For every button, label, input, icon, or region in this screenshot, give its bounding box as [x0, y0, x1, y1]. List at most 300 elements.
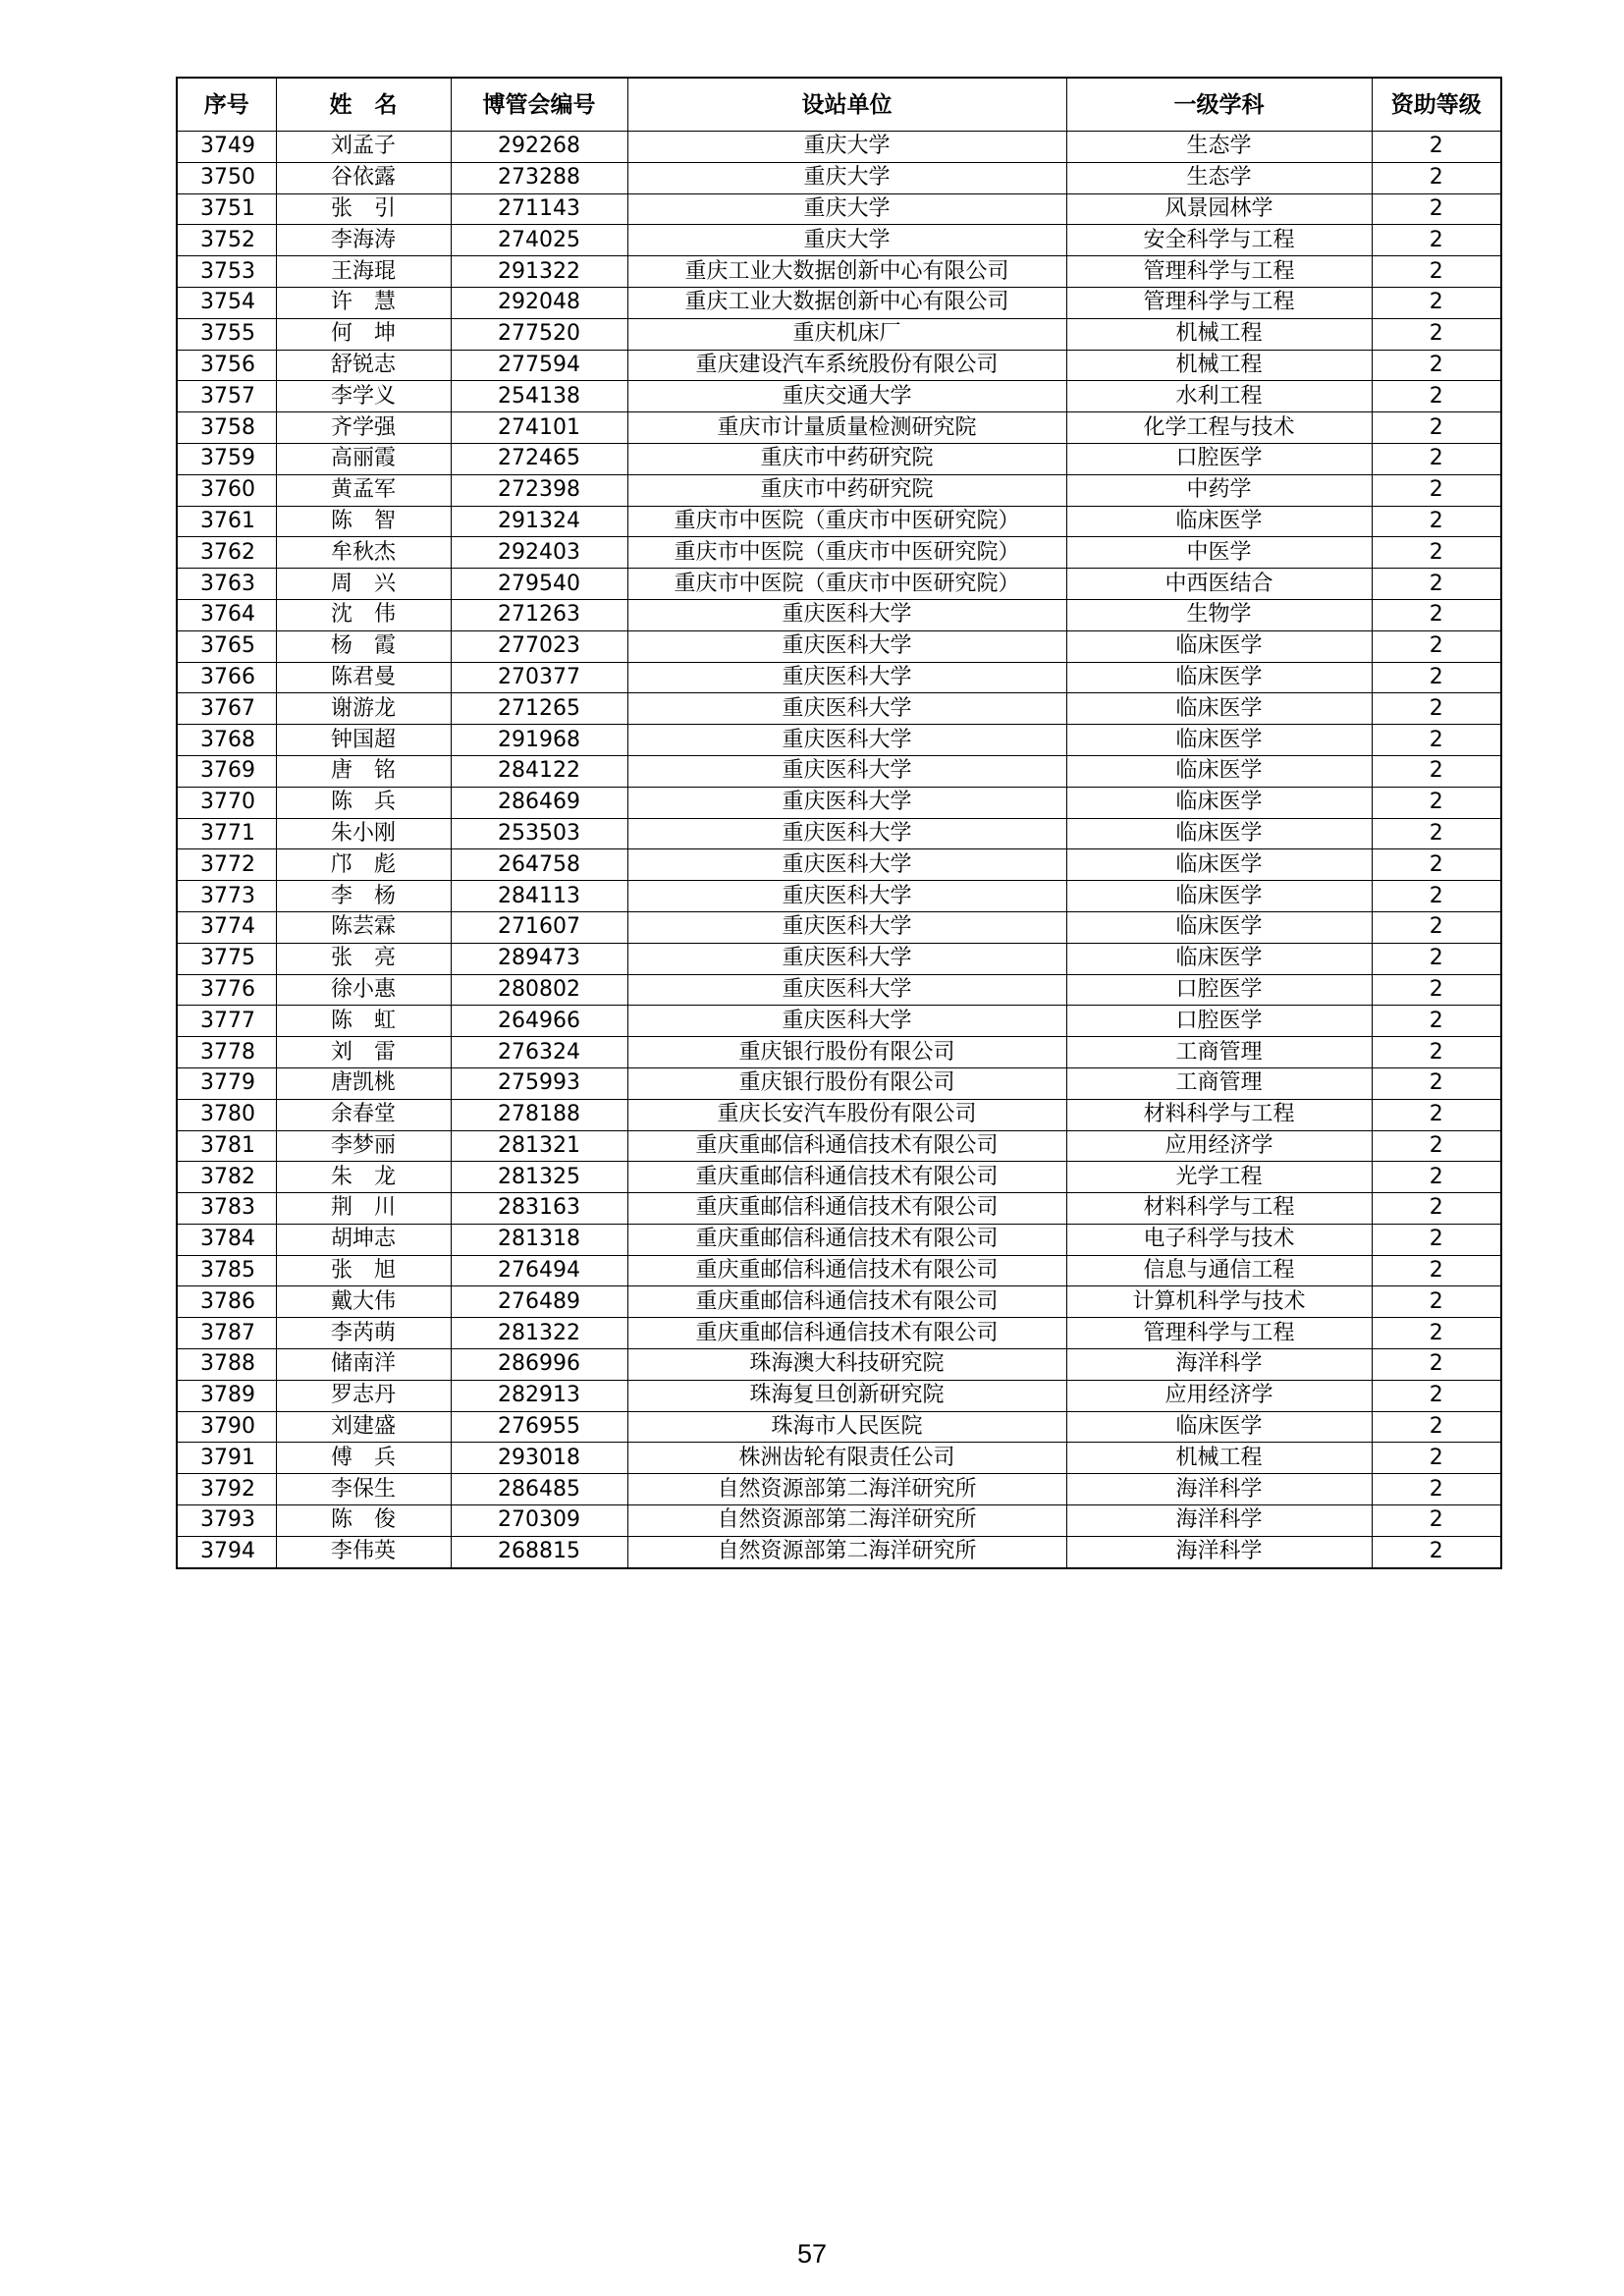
unit-cell: 重庆医科大学 — [627, 755, 1066, 787]
name-cell: 李芮萌 — [276, 1318, 451, 1349]
table-row — [177, 1224, 1501, 1255]
level-cell: 2 — [1372, 162, 1501, 193]
subject-cell: 临床医学 — [1066, 881, 1372, 912]
unit-cell: 重庆市计量质量检测研究院 — [627, 412, 1066, 444]
level-cell: 2 — [1372, 881, 1501, 912]
name-cell: 刘孟子 — [276, 132, 451, 163]
name-cell: 李海涛 — [276, 225, 451, 256]
subject-cell: 材料科学与工程 — [1066, 1099, 1372, 1130]
id-cell: 284122 — [451, 755, 627, 787]
name-cell: 谢游龙 — [276, 693, 451, 725]
table-row — [177, 412, 1501, 444]
id-cell: 271607 — [451, 911, 627, 943]
id-cell: 276324 — [451, 1037, 627, 1068]
table-row — [177, 1130, 1501, 1162]
seq-cell: 3769 — [177, 755, 276, 787]
id-cell: 292048 — [451, 287, 627, 318]
id-cell: 272465 — [451, 443, 627, 474]
seq-cell: 3754 — [177, 287, 276, 318]
id-cell: 277520 — [451, 318, 627, 350]
subject-cell: 临床医学 — [1066, 506, 1372, 537]
subject-cell: 风景园林学 — [1066, 193, 1372, 225]
unit-cell: 重庆大学 — [627, 132, 1066, 163]
name-cell: 李伟英 — [276, 1536, 451, 1567]
unit-cell: 重庆长安汽车股份有限公司 — [627, 1099, 1066, 1130]
id-cell: 280802 — [451, 974, 627, 1006]
table-row — [177, 506, 1501, 537]
table-row — [177, 1349, 1501, 1381]
level-cell: 2 — [1372, 132, 1501, 163]
name-cell: 余春堂 — [276, 1099, 451, 1130]
seq-cell: 3776 — [177, 974, 276, 1006]
seq-cell: 3757 — [177, 381, 276, 412]
id-cell: 292403 — [451, 537, 627, 569]
seq-cell: 3786 — [177, 1286, 276, 1318]
name-cell: 张 引 — [276, 193, 451, 225]
id-cell: 281325 — [451, 1162, 627, 1193]
level-cell: 2 — [1372, 1443, 1501, 1474]
subject-cell: 材料科学与工程 — [1066, 1193, 1372, 1225]
unit-cell: 重庆重邮信科通信技术有限公司 — [627, 1193, 1066, 1225]
name-cell: 杨 霞 — [276, 630, 451, 662]
id-cell: 278188 — [451, 1099, 627, 1130]
subject-cell: 水利工程 — [1066, 381, 1372, 412]
header-id: 博管会编号 — [451, 78, 627, 132]
unit-cell: 重庆医科大学 — [627, 787, 1066, 818]
table-row — [177, 1380, 1501, 1411]
id-cell: 281321 — [451, 1130, 627, 1162]
seq-cell: 3783 — [177, 1193, 276, 1225]
unit-cell: 重庆银行股份有限公司 — [627, 1037, 1066, 1068]
table-row — [177, 943, 1501, 974]
subject-cell: 口腔医学 — [1066, 974, 1372, 1006]
id-cell: 253503 — [451, 818, 627, 849]
name-cell: 陈 虹 — [276, 1006, 451, 1037]
level-cell: 2 — [1372, 569, 1501, 600]
subject-cell: 临床医学 — [1066, 693, 1372, 725]
subject-cell: 临床医学 — [1066, 943, 1372, 974]
name-cell: 刘建盛 — [276, 1411, 451, 1443]
level-cell: 2 — [1372, 725, 1501, 756]
name-cell: 高丽霞 — [276, 443, 451, 474]
level-cell: 2 — [1372, 693, 1501, 725]
table-row — [177, 630, 1501, 662]
unit-cell: 重庆重邮信科通信技术有限公司 — [627, 1224, 1066, 1255]
id-cell: 281322 — [451, 1318, 627, 1349]
table-row — [177, 1162, 1501, 1193]
unit-cell: 重庆市中医院（重庆市中医研究院） — [627, 506, 1066, 537]
seq-cell: 3785 — [177, 1255, 276, 1286]
name-cell: 李梦丽 — [276, 1130, 451, 1162]
name-cell: 钟国超 — [276, 725, 451, 756]
seq-cell: 3792 — [177, 1474, 276, 1505]
unit-cell: 重庆工业大数据创新中心有限公司 — [627, 287, 1066, 318]
seq-cell: 3775 — [177, 943, 276, 974]
unit-cell: 重庆大学 — [627, 193, 1066, 225]
funding-table — [176, 77, 1502, 1569]
seq-cell: 3784 — [177, 1224, 276, 1255]
table-row — [177, 1505, 1501, 1537]
subject-cell: 口腔医学 — [1066, 443, 1372, 474]
table-row — [177, 662, 1501, 693]
unit-cell: 重庆医科大学 — [627, 693, 1066, 725]
table-row — [177, 1037, 1501, 1068]
id-cell: 274025 — [451, 225, 627, 256]
unit-cell: 珠海市人民医院 — [627, 1411, 1066, 1443]
table-row — [177, 881, 1501, 912]
level-cell: 2 — [1372, 1224, 1501, 1255]
seq-cell: 3752 — [177, 225, 276, 256]
id-cell: 272398 — [451, 474, 627, 506]
seq-cell: 3780 — [177, 1099, 276, 1130]
table-row — [177, 1286, 1501, 1318]
seq-cell: 3773 — [177, 881, 276, 912]
subject-cell: 海洋科学 — [1066, 1505, 1372, 1537]
id-cell: 270309 — [451, 1505, 627, 1537]
unit-cell: 重庆建设汽车系统股份有限公司 — [627, 350, 1066, 381]
header-row — [177, 78, 1501, 132]
seq-cell: 3787 — [177, 1318, 276, 1349]
table-row — [177, 787, 1501, 818]
subject-cell: 临床医学 — [1066, 849, 1372, 881]
table-row — [177, 1411, 1501, 1443]
unit-cell: 重庆大学 — [627, 225, 1066, 256]
table-row — [177, 132, 1501, 163]
unit-cell: 重庆医科大学 — [627, 911, 1066, 943]
seq-cell: 3759 — [177, 443, 276, 474]
seq-cell: 3788 — [177, 1349, 276, 1381]
level-cell: 2 — [1372, 1318, 1501, 1349]
subject-cell: 安全科学与工程 — [1066, 225, 1372, 256]
seq-cell: 3762 — [177, 537, 276, 569]
table-row — [177, 162, 1501, 193]
unit-cell: 重庆市中医院（重庆市中医研究院） — [627, 569, 1066, 600]
seq-cell: 3765 — [177, 630, 276, 662]
id-cell: 268815 — [451, 1536, 627, 1567]
level-cell: 2 — [1372, 1162, 1501, 1193]
seq-cell: 3782 — [177, 1162, 276, 1193]
name-cell: 邝 彪 — [276, 849, 451, 881]
unit-cell: 重庆机床厂 — [627, 318, 1066, 350]
seq-cell: 3771 — [177, 818, 276, 849]
subject-cell: 生态学 — [1066, 132, 1372, 163]
id-cell: 291968 — [451, 725, 627, 756]
id-cell: 291322 — [451, 256, 627, 288]
id-cell: 270377 — [451, 662, 627, 693]
id-cell: 292268 — [451, 132, 627, 163]
id-cell: 276489 — [451, 1286, 627, 1318]
unit-cell: 重庆大学 — [627, 162, 1066, 193]
table-row — [177, 569, 1501, 600]
level-cell: 2 — [1372, 1067, 1501, 1099]
name-cell: 舒锐志 — [276, 350, 451, 381]
id-cell: 254138 — [451, 381, 627, 412]
unit-cell: 重庆市中医院（重庆市中医研究院） — [627, 537, 1066, 569]
id-cell: 282913 — [451, 1380, 627, 1411]
name-cell: 齐学强 — [276, 412, 451, 444]
seq-cell: 3772 — [177, 849, 276, 881]
unit-cell: 重庆医科大学 — [627, 974, 1066, 1006]
table-row — [177, 1318, 1501, 1349]
seq-cell: 3755 — [177, 318, 276, 350]
name-cell: 张 亮 — [276, 943, 451, 974]
seq-cell: 3768 — [177, 725, 276, 756]
table-row — [177, 1536, 1501, 1567]
level-cell: 2 — [1372, 1130, 1501, 1162]
subject-cell: 中西医结合 — [1066, 569, 1372, 600]
level-cell: 2 — [1372, 662, 1501, 693]
name-cell: 陈芸霖 — [276, 911, 451, 943]
subject-cell: 临床医学 — [1066, 818, 1372, 849]
name-cell: 陈 俊 — [276, 1505, 451, 1537]
seq-cell: 3778 — [177, 1037, 276, 1068]
unit-cell: 重庆医科大学 — [627, 725, 1066, 756]
subject-cell: 管理科学与工程 — [1066, 287, 1372, 318]
name-cell: 牟秋杰 — [276, 537, 451, 569]
subject-cell: 机械工程 — [1066, 1443, 1372, 1474]
unit-cell: 重庆医科大学 — [627, 662, 1066, 693]
level-cell: 2 — [1372, 506, 1501, 537]
unit-cell: 株洲齿轮有限责任公司 — [627, 1443, 1066, 1474]
subject-cell: 工商管理 — [1066, 1037, 1372, 1068]
subject-cell: 海洋科学 — [1066, 1349, 1372, 1381]
table-row — [177, 350, 1501, 381]
table-row — [177, 1193, 1501, 1225]
unit-cell: 重庆市中药研究院 — [627, 443, 1066, 474]
level-cell: 2 — [1372, 911, 1501, 943]
name-cell: 何 坤 — [276, 318, 451, 350]
name-cell: 罗志丹 — [276, 1380, 451, 1411]
seq-cell: 3793 — [177, 1505, 276, 1537]
table-row — [177, 693, 1501, 725]
unit-cell: 重庆医科大学 — [627, 881, 1066, 912]
table-row — [177, 849, 1501, 881]
subject-cell: 临床医学 — [1066, 662, 1372, 693]
seq-cell: 3779 — [177, 1067, 276, 1099]
level-cell: 2 — [1372, 1474, 1501, 1505]
table-row — [177, 1099, 1501, 1130]
level-cell: 2 — [1372, 1006, 1501, 1037]
id-cell: 264966 — [451, 1006, 627, 1037]
level-cell: 2 — [1372, 287, 1501, 318]
id-cell: 289473 — [451, 943, 627, 974]
unit-cell: 自然资源部第二海洋研究所 — [627, 1505, 1066, 1537]
unit-cell: 自然资源部第二海洋研究所 — [627, 1474, 1066, 1505]
seq-cell: 3789 — [177, 1380, 276, 1411]
name-cell: 陈君曼 — [276, 662, 451, 693]
seq-cell: 3751 — [177, 193, 276, 225]
name-cell: 陈 兵 — [276, 787, 451, 818]
level-cell: 2 — [1372, 1505, 1501, 1537]
seq-cell: 3777 — [177, 1006, 276, 1037]
unit-cell: 重庆医科大学 — [627, 1006, 1066, 1037]
level-cell: 2 — [1372, 318, 1501, 350]
subject-cell: 光学工程 — [1066, 1162, 1372, 1193]
table-row — [177, 974, 1501, 1006]
name-cell: 周 兴 — [276, 569, 451, 600]
name-cell: 唐凯桃 — [276, 1067, 451, 1099]
subject-cell: 中医学 — [1066, 537, 1372, 569]
unit-cell: 重庆重邮信科通信技术有限公司 — [627, 1162, 1066, 1193]
level-cell: 2 — [1372, 818, 1501, 849]
subject-cell: 管理科学与工程 — [1066, 256, 1372, 288]
level-cell: 2 — [1372, 225, 1501, 256]
id-cell: 283163 — [451, 1193, 627, 1225]
level-cell: 2 — [1372, 1255, 1501, 1286]
id-cell: 286485 — [451, 1474, 627, 1505]
id-cell: 277594 — [451, 350, 627, 381]
subject-cell: 海洋科学 — [1066, 1474, 1372, 1505]
seq-cell: 3750 — [177, 162, 276, 193]
seq-cell: 3790 — [177, 1411, 276, 1443]
table-row — [177, 381, 1501, 412]
table-body — [177, 132, 1501, 1568]
unit-cell: 重庆重邮信科通信技术有限公司 — [627, 1255, 1066, 1286]
subject-cell: 化学工程与技术 — [1066, 412, 1372, 444]
level-cell: 2 — [1372, 1349, 1501, 1381]
unit-cell: 重庆医科大学 — [627, 599, 1066, 630]
subject-cell: 口腔医学 — [1066, 1006, 1372, 1037]
id-cell: 271143 — [451, 193, 627, 225]
subject-cell: 临床医学 — [1066, 630, 1372, 662]
table-row — [177, 755, 1501, 787]
subject-cell: 临床医学 — [1066, 911, 1372, 943]
id-cell: 277023 — [451, 630, 627, 662]
name-cell: 胡坤志 — [276, 1224, 451, 1255]
id-cell: 271263 — [451, 599, 627, 630]
unit-cell: 重庆市中药研究院 — [627, 474, 1066, 506]
subject-cell: 临床医学 — [1066, 1411, 1372, 1443]
level-cell: 2 — [1372, 943, 1501, 974]
name-cell: 沈 伟 — [276, 599, 451, 630]
name-cell: 许 慧 — [276, 287, 451, 318]
id-cell: 271265 — [451, 693, 627, 725]
id-cell: 274101 — [451, 412, 627, 444]
subject-cell: 海洋科学 — [1066, 1536, 1372, 1567]
level-cell: 2 — [1372, 474, 1501, 506]
name-cell: 陈 智 — [276, 506, 451, 537]
seq-cell: 3753 — [177, 256, 276, 288]
table-row — [177, 1006, 1501, 1037]
table-row — [177, 1474, 1501, 1505]
unit-cell: 重庆重邮信科通信技术有限公司 — [627, 1318, 1066, 1349]
name-cell: 朱 龙 — [276, 1162, 451, 1193]
table-row — [177, 193, 1501, 225]
header-name: 姓 名 — [276, 78, 451, 132]
level-cell: 2 — [1372, 1536, 1501, 1567]
table-row — [177, 911, 1501, 943]
subject-cell: 中药学 — [1066, 474, 1372, 506]
unit-cell: 重庆银行股份有限公司 — [627, 1067, 1066, 1099]
seq-cell: 3763 — [177, 569, 276, 600]
seq-cell: 3791 — [177, 1443, 276, 1474]
level-cell: 2 — [1372, 381, 1501, 412]
level-cell: 2 — [1372, 1380, 1501, 1411]
id-cell: 264758 — [451, 849, 627, 881]
level-cell: 2 — [1372, 1286, 1501, 1318]
unit-cell: 重庆工业大数据创新中心有限公司 — [627, 256, 1066, 288]
seq-cell: 3760 — [177, 474, 276, 506]
table-row — [177, 1255, 1501, 1286]
level-cell: 2 — [1372, 849, 1501, 881]
level-cell: 2 — [1372, 599, 1501, 630]
subject-cell: 工商管理 — [1066, 1067, 1372, 1099]
id-cell: 276494 — [451, 1255, 627, 1286]
name-cell: 李 杨 — [276, 881, 451, 912]
subject-cell: 生态学 — [1066, 162, 1372, 193]
table-row — [177, 256, 1501, 288]
id-cell: 293018 — [451, 1443, 627, 1474]
table-row — [177, 537, 1501, 569]
id-cell: 291324 — [451, 506, 627, 537]
subject-cell: 信息与通信工程 — [1066, 1255, 1372, 1286]
name-cell: 谷依露 — [276, 162, 451, 193]
table-row — [177, 818, 1501, 849]
name-cell: 唐 铭 — [276, 755, 451, 787]
subject-cell: 生物学 — [1066, 599, 1372, 630]
subject-cell: 应用经济学 — [1066, 1130, 1372, 1162]
subject-cell: 临床医学 — [1066, 787, 1372, 818]
level-cell: 2 — [1372, 443, 1501, 474]
level-cell: 2 — [1372, 630, 1501, 662]
table-row — [177, 725, 1501, 756]
subject-cell: 应用经济学 — [1066, 1380, 1372, 1411]
unit-cell: 重庆医科大学 — [627, 943, 1066, 974]
seq-cell: 3749 — [177, 132, 276, 163]
id-cell: 276955 — [451, 1411, 627, 1443]
level-cell: 2 — [1372, 412, 1501, 444]
level-cell: 2 — [1372, 537, 1501, 569]
id-cell: 284113 — [451, 881, 627, 912]
level-cell: 2 — [1372, 1099, 1501, 1130]
name-cell: 储南洋 — [276, 1349, 451, 1381]
seq-cell: 3774 — [177, 911, 276, 943]
name-cell: 荆 川 — [276, 1193, 451, 1225]
subject-cell: 电子科学与技术 — [1066, 1224, 1372, 1255]
seq-cell: 3756 — [177, 350, 276, 381]
seq-cell: 3766 — [177, 662, 276, 693]
id-cell: 286469 — [451, 787, 627, 818]
name-cell: 张 旭 — [276, 1255, 451, 1286]
seq-cell: 3781 — [177, 1130, 276, 1162]
name-cell: 李保生 — [276, 1474, 451, 1505]
name-cell: 朱小刚 — [276, 818, 451, 849]
table-row — [177, 287, 1501, 318]
unit-cell: 珠海复旦创新研究院 — [627, 1380, 1066, 1411]
header-unit: 设站单位 — [627, 78, 1066, 132]
table-row — [177, 1443, 1501, 1474]
seq-cell: 3761 — [177, 506, 276, 537]
level-cell: 2 — [1372, 350, 1501, 381]
unit-cell: 重庆交通大学 — [627, 381, 1066, 412]
table-row — [177, 599, 1501, 630]
seq-cell: 3770 — [177, 787, 276, 818]
header-subject: 一级学科 — [1066, 78, 1372, 132]
seq-cell: 3764 — [177, 599, 276, 630]
level-cell: 2 — [1372, 1193, 1501, 1225]
page-number: 57 — [796, 2239, 828, 2269]
level-cell: 2 — [1372, 256, 1501, 288]
name-cell: 黄孟军 — [276, 474, 451, 506]
table-row — [177, 318, 1501, 350]
seq-cell: 3767 — [177, 693, 276, 725]
level-cell: 2 — [1372, 974, 1501, 1006]
unit-cell: 重庆重邮信科通信技术有限公司 — [627, 1130, 1066, 1162]
name-cell: 王海琨 — [276, 256, 451, 288]
seq-cell: 3758 — [177, 412, 276, 444]
table-row — [177, 1067, 1501, 1099]
level-cell: 2 — [1372, 787, 1501, 818]
